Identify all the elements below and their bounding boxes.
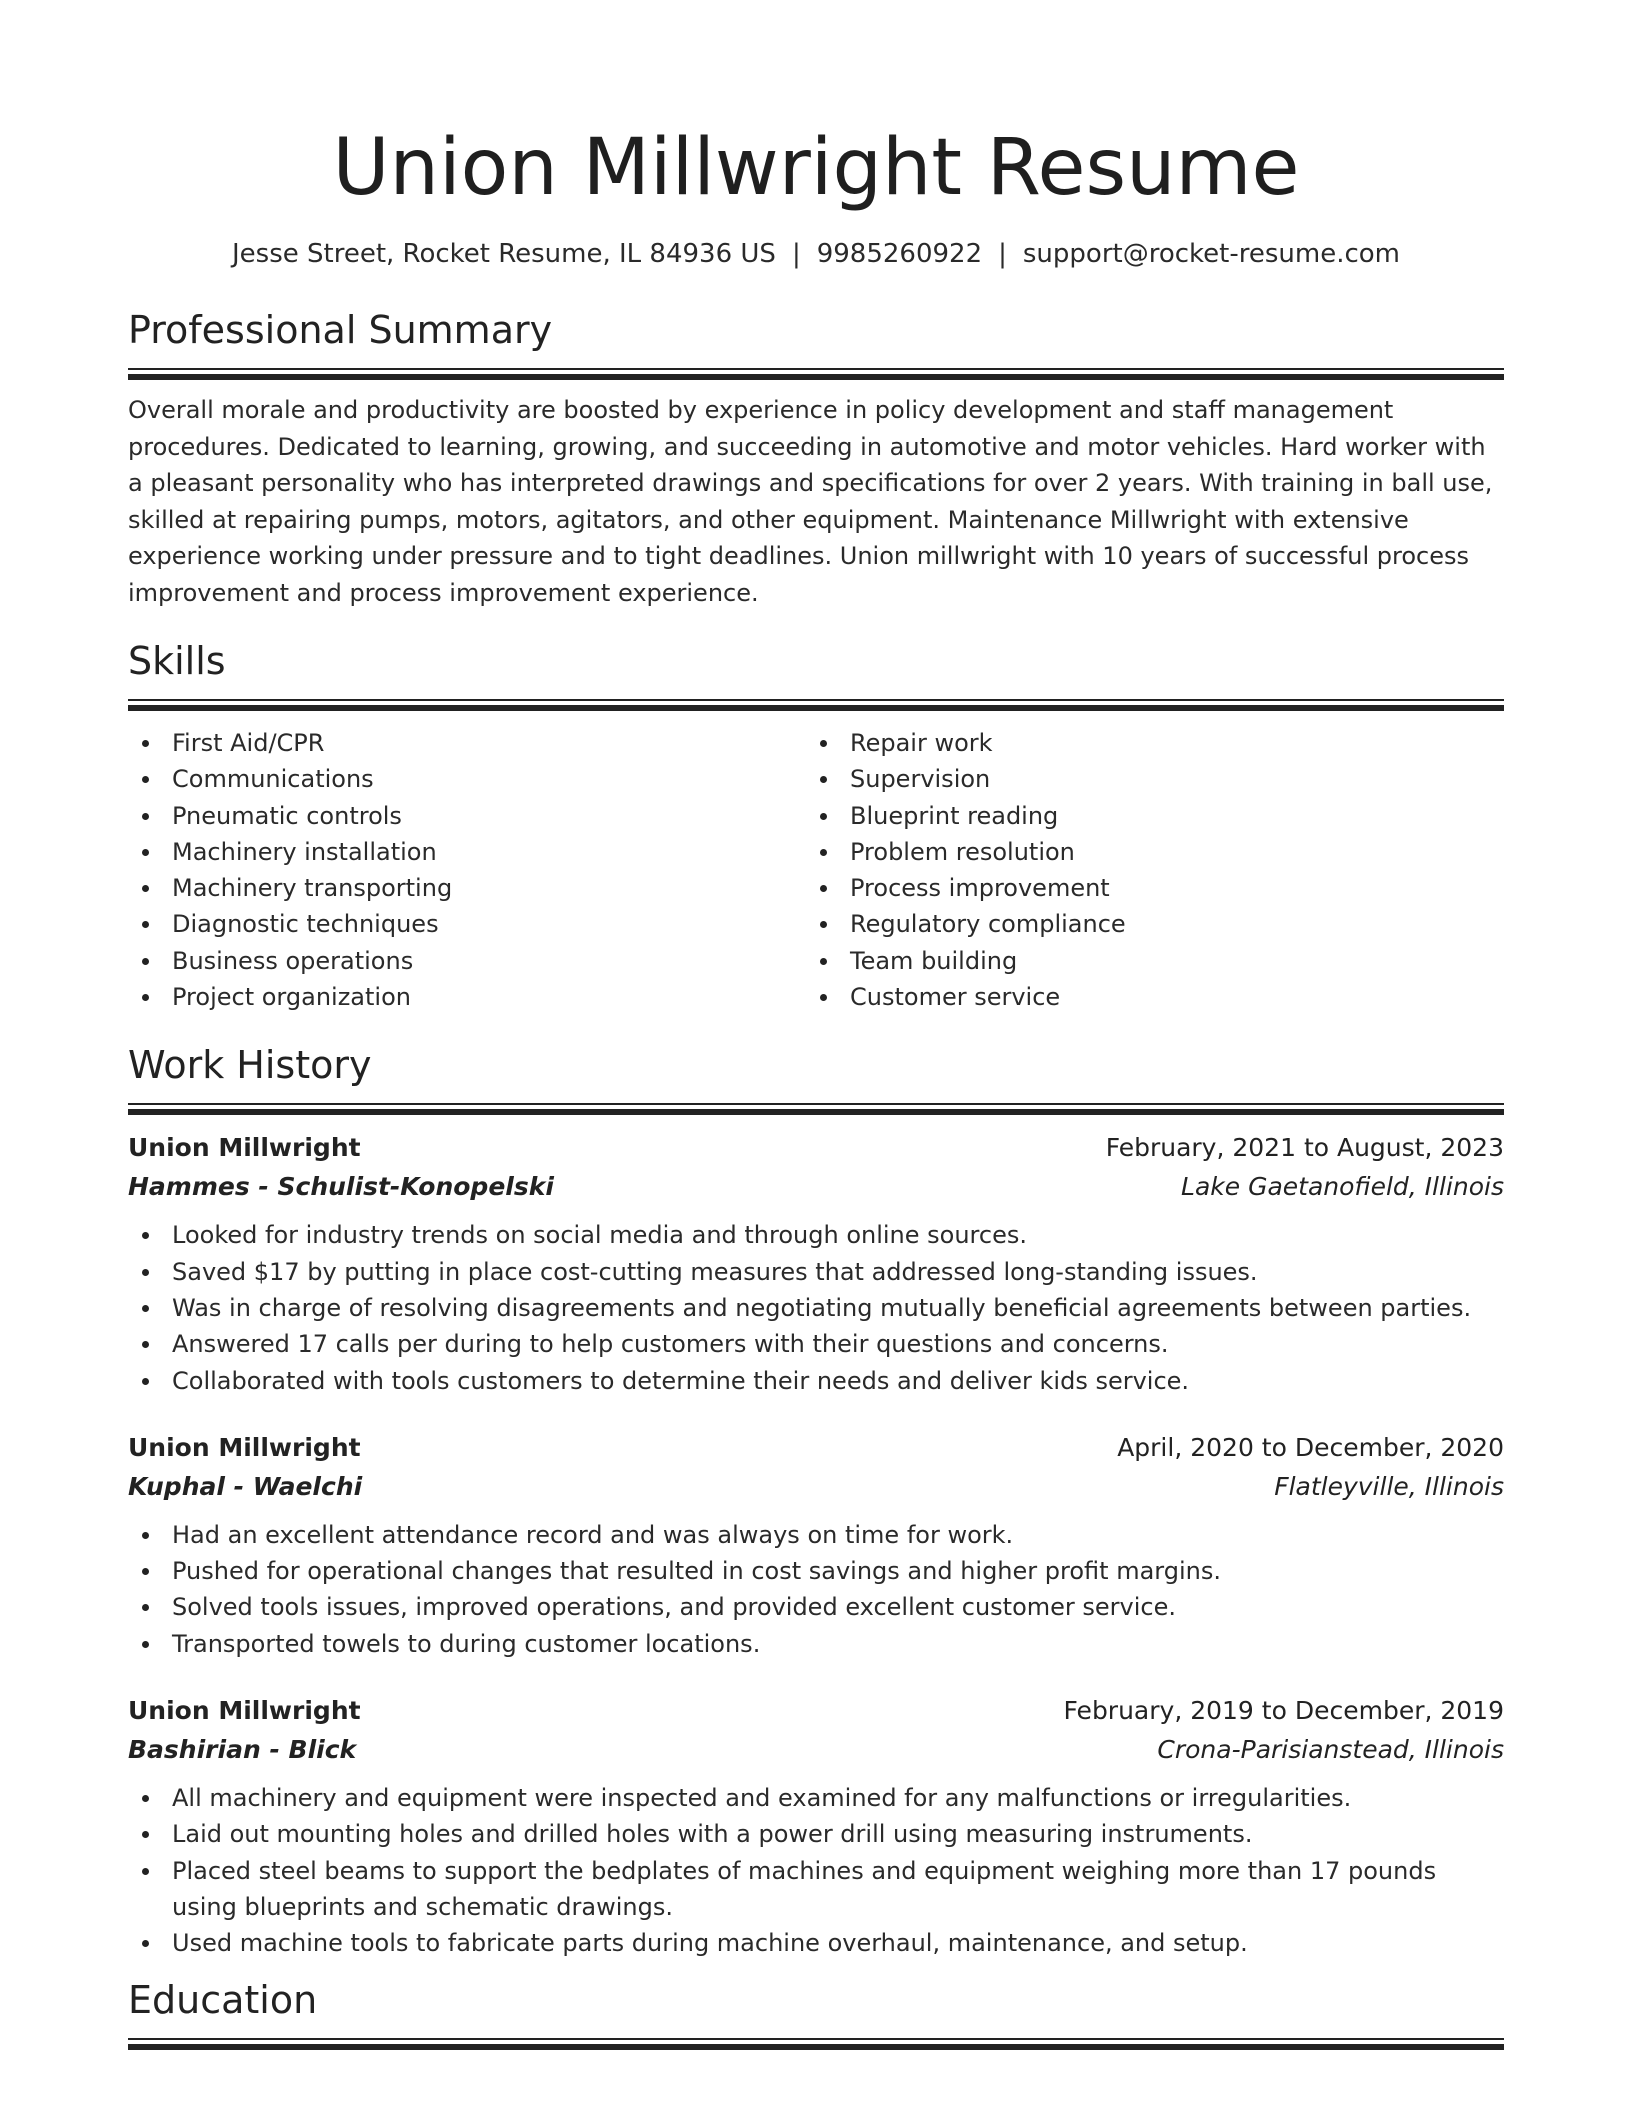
job-duty: Answered 17 calls per during to help customers with their questions and concerns. [128,1326,1504,1362]
job-entry [128,1692,1504,1961]
education-section [128,1976,1504,2050]
job-location: Lake Gaetanofield, Illinois [1181,1172,1504,1202]
contact-line [128,238,1504,270]
skill-item: Business operations [128,943,806,979]
skill-item: Blueprint reading [806,798,1484,834]
job-duty: Placed steel beams to support the bedplates of machines and equipment weighing more than 17 pounds using blueprints and schematic drawings. [128,1853,1504,1926]
skill-item: First Aid/CPR [128,725,806,761]
education-heading: Education [128,1977,318,2022]
job-duty: Was in charge of resolving disagreements and negotiating mutually beneficial agreements between parties. [128,1290,1504,1326]
job-company: Kuphal - Waelchi [128,1471,363,1501]
skills-heading: Skills [128,639,226,683]
job-dates: February, 2019 to December, 2019 [1063,1696,1504,1726]
job-duty: Laid out mounting holes and drilled holes with a power drill using measuring instruments. [128,1816,1504,1852]
skill-item: Customer service [806,979,1484,1015]
resume-page [128,0,1504,2050]
work-history-heading: Work History [128,1043,372,1088]
skill-item: Machinery transporting [128,870,806,906]
job-company: Hammes - Schulist-Konopelski [128,1172,554,1202]
skill-item: Project organization [128,979,806,1015]
section-divider [128,1103,1504,1115]
job-duty: All machinery and equipment were inspected and examined for any malfunctions or irregularities. [128,1780,1504,1816]
section-divider [128,368,1504,380]
job-entry [128,1129,1504,1398]
job-duty: Solved tools issues, improved operations, and provided excellent customer service. [128,1589,1504,1625]
job-dates: April, 2020 to December, 2020 [1117,1432,1504,1462]
skills-section [128,637,1504,1015]
job-company-row [128,1467,1504,1507]
section-divider [128,699,1504,711]
summary-section [128,306,1504,611]
job-duties [128,1217,1504,1398]
skill-item: Process improvement [806,870,1484,906]
job-title: Union Millwright [128,1696,361,1726]
job-title: Union Millwright [128,1133,361,1163]
resume-title: Union Millwright Resume [332,123,1300,213]
contact-separator: | [791,239,801,269]
job-company-row [128,1167,1504,1207]
skill-item: Communications [128,761,806,797]
skill-item: Repair work [806,725,1484,761]
skills-columns [128,725,1504,1015]
contact-separator: | [998,239,1007,269]
skill-item: Diagnostic techniques [128,906,806,942]
skill-item: Regulatory compliance [806,906,1484,942]
job-title: Union Millwright [128,1432,361,1462]
job-location: Crona-Parisianstead, Illinois [1157,1735,1504,1765]
skill-item: Pneumatic controls [128,798,806,834]
job-header-row [128,1129,1504,1167]
contact-email[interactable]: support@rocket-resume.com [1022,239,1400,269]
job-duty: Saved $17 by putting in place cost-cutting measures that addressed long-standing issues. [128,1254,1504,1290]
job-duty: Used machine tools to fabricate parts during machine overhaul, maintenance, and setup. [128,1925,1504,1961]
job-company: Bashirian - Blick [128,1735,357,1765]
job-company-row [128,1730,1504,1770]
job-duty: Looked for industry trends on social media and through online sources. [128,1217,1504,1253]
skill-item: Problem resolution [806,834,1484,870]
job-duty: Pushed for operational changes that resulted in cost savings and higher profit margins. [128,1553,1504,1589]
job-duties [128,1517,1504,1662]
job-duty: Transported towels to during customer locations. [128,1626,1504,1662]
job-location: Flatleyville, Illinois [1274,1471,1504,1501]
work-history-section [128,1041,1504,1961]
skills-list-left [128,725,806,1015]
job-header-row [128,1692,1504,1730]
job-entry [128,1429,1504,1662]
skill-item: Supervision [806,761,1484,797]
summary-heading: Professional Summary [128,308,553,352]
job-duty: Collaborated with tools customers to determine their needs and deliver kids service. [128,1363,1504,1399]
contact-phone: 9985260922 [816,239,983,269]
contact-address: Jesse Street, Rocket Resume, IL 84936 US [232,239,776,269]
job-dates: February, 2021 to August, 2023 [1105,1133,1504,1163]
job-duties [128,1780,1504,1961]
summary-text: Overall morale and productivity are boosted by experience in policy development and staff management procedures. Dedicated to learning, growing, and succeeding in automotive and motor vehicles. Hard worker with a pleasant personality who has interpreted drawings and specifications for over 2 years. With training in ball use, skilled at repairing pumps, motors, agitators, and other equipment. Maintenance Millwright with extensive experience working under pressure and to tight deadlines. Union millwright with 10 years of successful process improvement and process improvement experience. [128,396,1493,607]
skill-item: Machinery installation [128,834,806,870]
job-duty: Had an excellent attendance record and was always on time for work. [128,1517,1504,1553]
skill-item: Team building [806,943,1484,979]
job-header-row [128,1429,1504,1467]
section-divider [128,2038,1504,2050]
skills-list-right [806,725,1484,1015]
